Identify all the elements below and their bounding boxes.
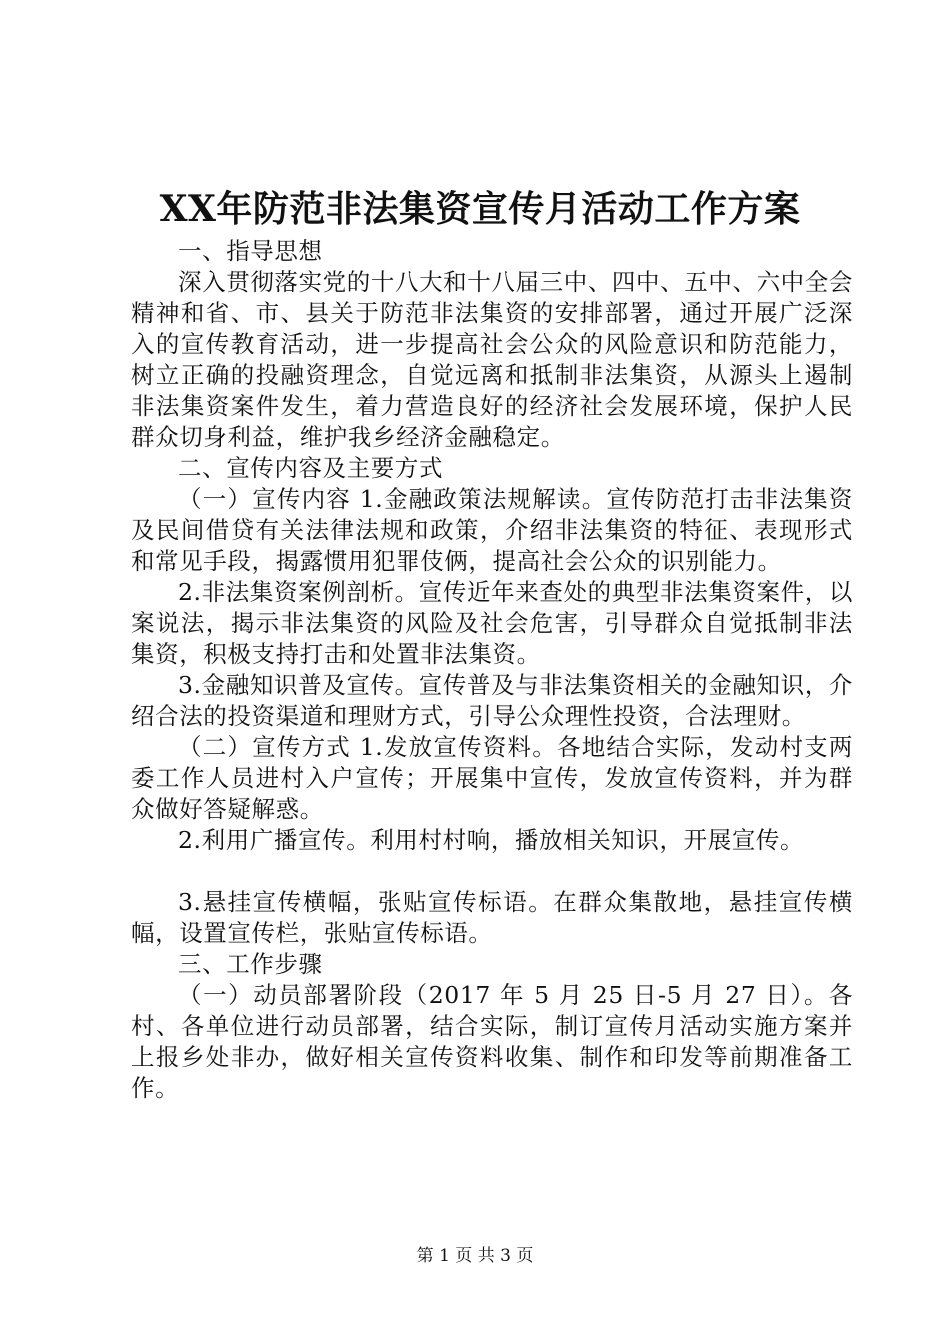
section-heading-1: 一、指导思想 bbox=[178, 237, 323, 265]
paragraph-method-2: 2.利用广播宣传。利用村村响，播放相关知识，开展宣传。 bbox=[178, 826, 805, 854]
document-title: XX年防范非法集资宣传月活动工作方案 bbox=[159, 188, 801, 230]
page-footer: 第 1 页 共 3 页 bbox=[416, 1246, 534, 1266]
paragraph-method-3: 3.悬挂宣传横幅，张贴宣传标语。在群众集散地，悬挂宣传横幅，设置宣传栏，张贴宣传标语。 bbox=[131, 888, 853, 947]
paragraph-step-1: （一）动员部署阶段（2017 年 5 月 25 日-5 月 27 日）。各村、各单位进行动员部署，结合实际，制订宣传月活动实施方案并上报乡处非办，做好相关宣传资料收集、制作和印发等前期准备工作。 bbox=[131, 981, 853, 1102]
paragraph-content-2: 2.非法集资案例剖析。宣传近年来查处的典型非法集资案件，以案说法，揭示非法集资的风险及社会危害，引导群众自觉抵制非法集资，积极支持打击和处置非法集资。 bbox=[131, 578, 853, 668]
paragraph-content-1: （一）宣传内容 1.金融政策法规解读。宣传防范打击非法集资及民间借贷有关法律法规和政策，介绍非法集资的特征、表现形式和常见手段，揭露惯用犯罪伎俩，提高社会公众的识别能力。 bbox=[131, 485, 853, 575]
paragraph-method-1: （二）宣传方式 1.发放宣传资料。各地结合实际，发动村支两委工作人员进村入户宣传；开展集中宣传，发放宣传资料，并为群众做好答疑解惑。 bbox=[131, 733, 853, 823]
paragraph-content-3: 3.金融知识普及宣传。宣传普及与非法集资相关的金融知识，介绍合法的投资渠道和理财方式，引导公众理性投资，合法理财。 bbox=[131, 671, 853, 730]
section-heading-2: 二、宣传内容及主要方式 bbox=[178, 454, 444, 482]
paragraph-guiding-thought: 深入贯彻落实党的十八大和十八届三中、四中、五中、六中全会精神和省、市、县关于防范非法集资的安排部署，通过开展广泛深入的宣传教育活动，进一步提高社会公众的风险意识和防范能力，树立正确的投融资理念，自觉远离和抵制非法集资，从源头上遏制非法集资案件发生，着力营造良好的经济社会发展环境，保护人民群众切身利益，维护我乡经济金融稳定。 bbox=[131, 268, 853, 451]
section-heading-3: 三、工作步骤 bbox=[178, 950, 323, 978]
document-body bbox=[131, 236, 853, 1104]
